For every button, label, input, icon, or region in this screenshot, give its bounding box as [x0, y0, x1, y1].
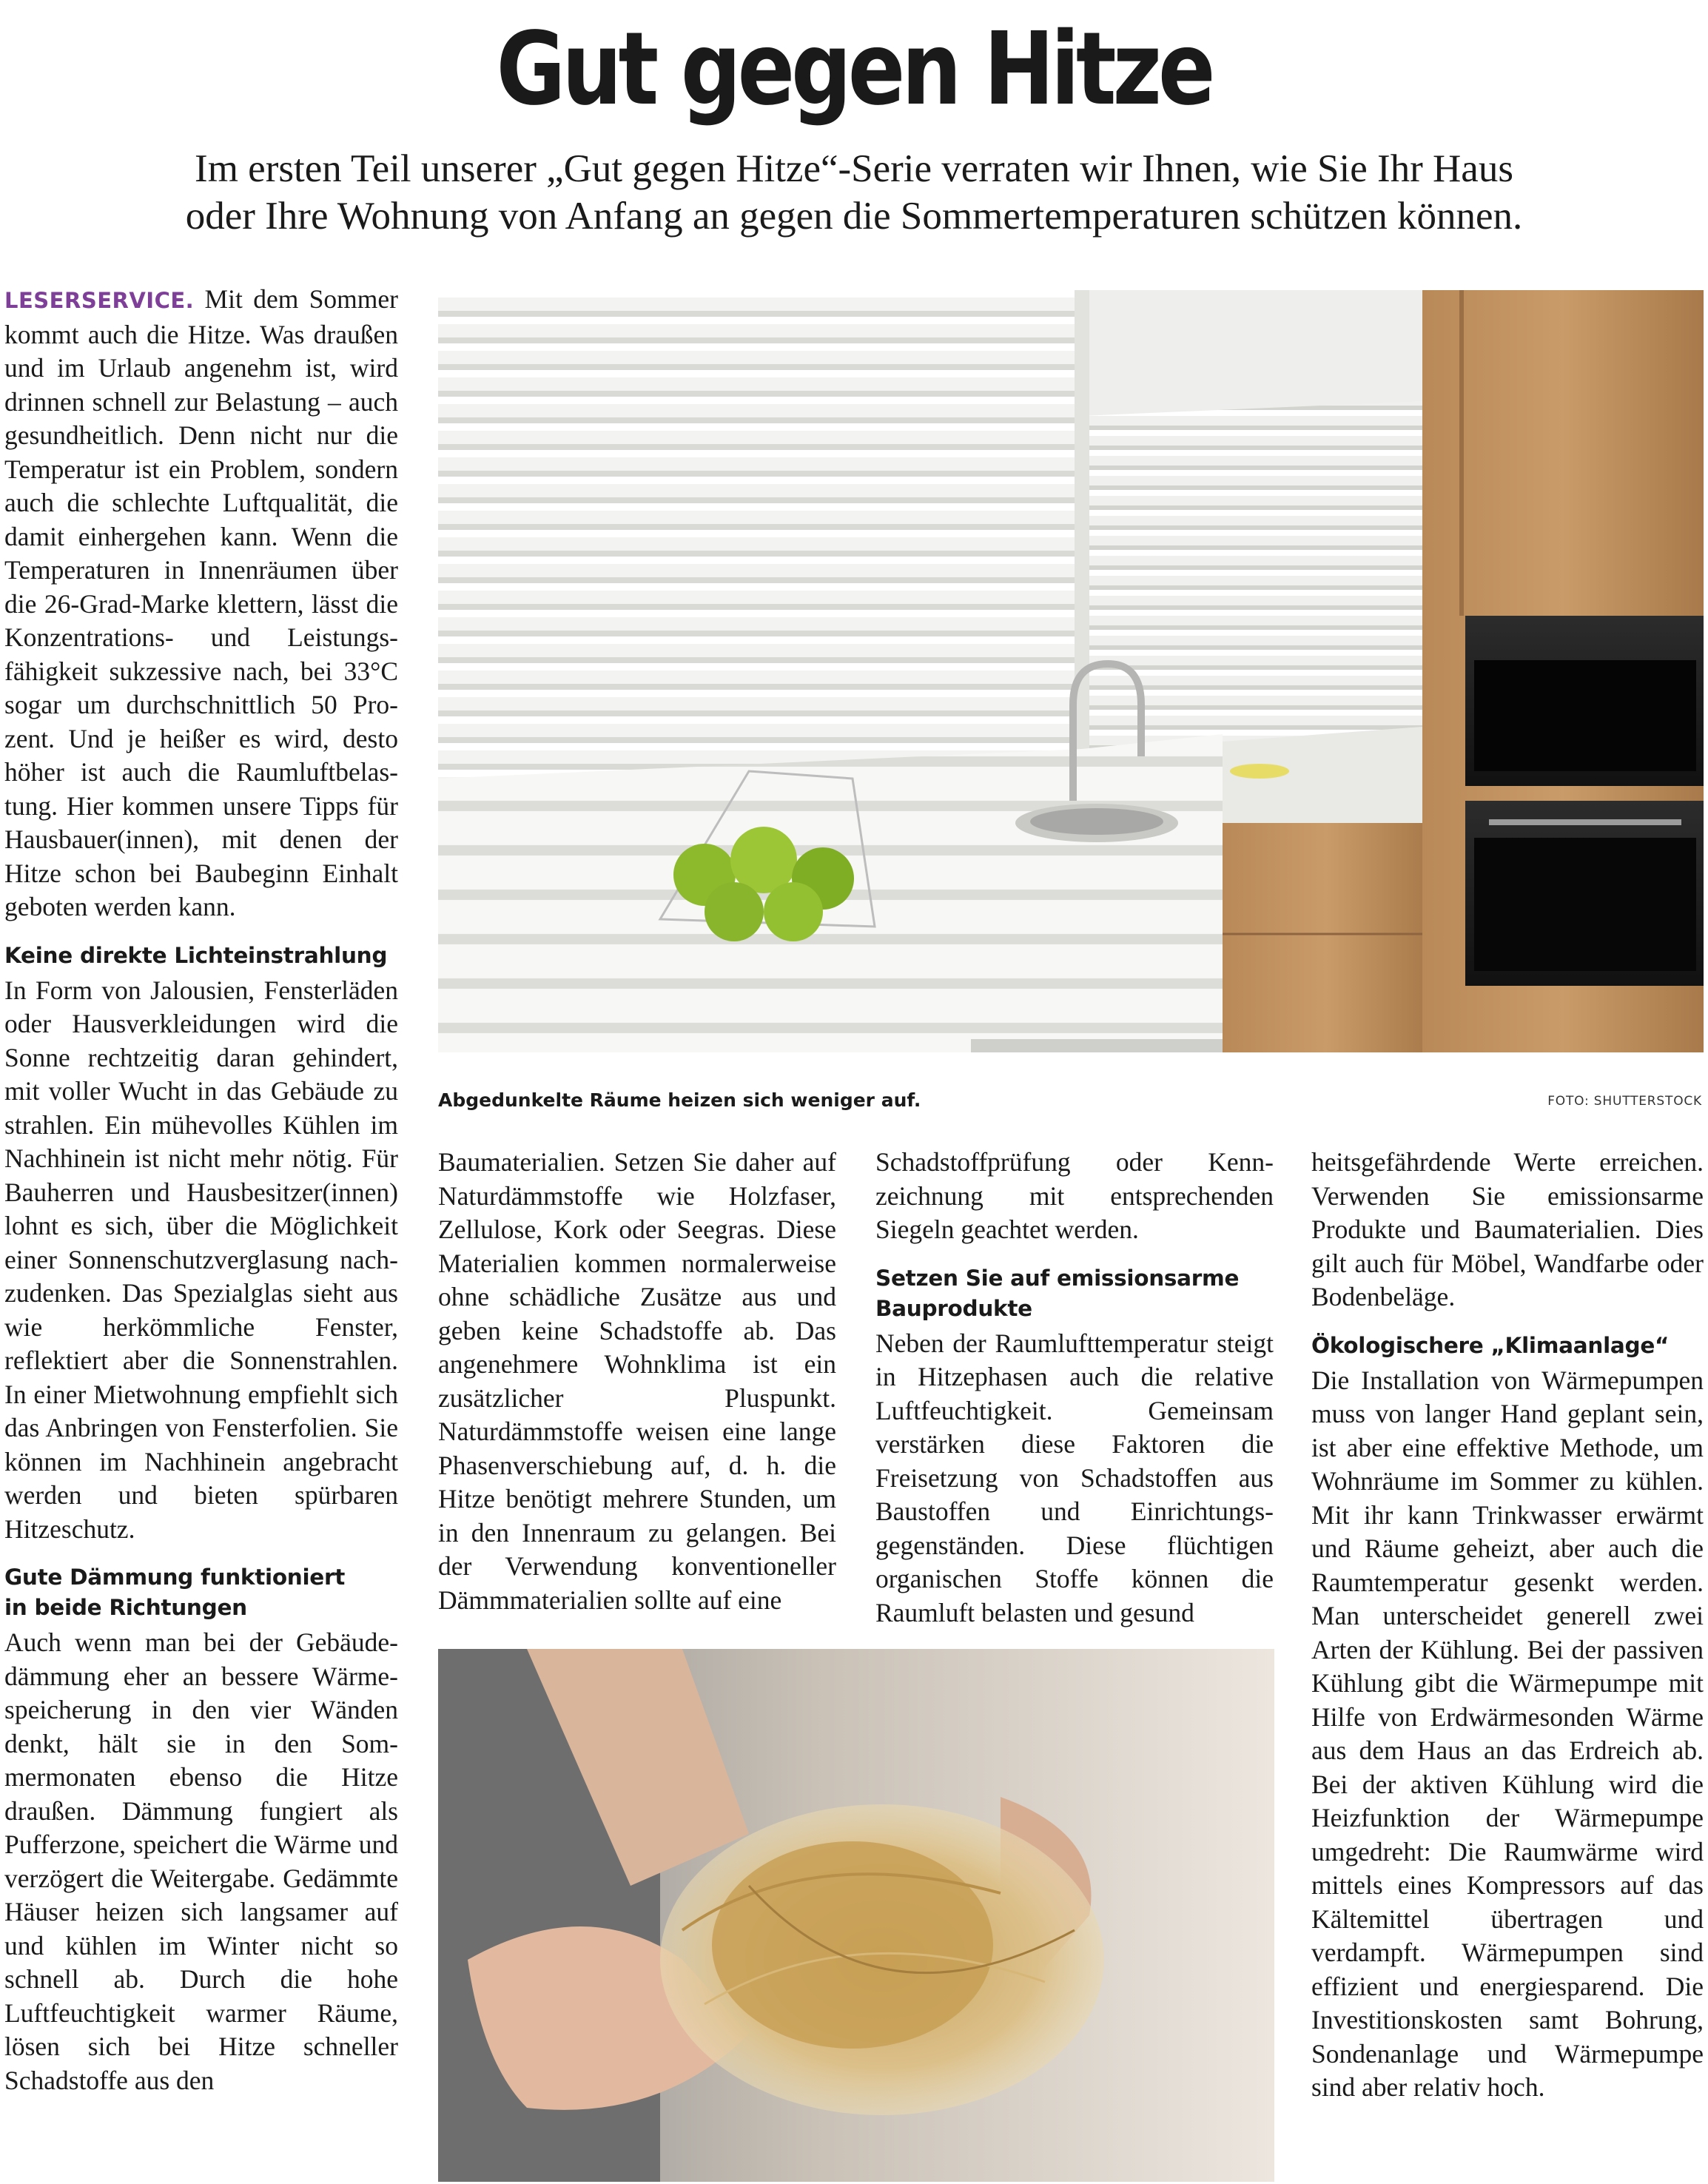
column-3 [875, 1146, 1274, 1630]
heading-insulation-line-2: in beide Richtungen [4, 1595, 247, 1620]
column-2 [438, 1146, 836, 1617]
column-4 [1311, 1146, 1704, 2105]
subline-line-2: oder Ihre Wohnung von Anfang an gegen die Sommertemperaturen schützen können. [185, 195, 1523, 238]
fiber-illustration [438, 1649, 1274, 2182]
paragraph-emission: Neben der Raumlufttemperatur steigt in Hitzephasen auch die relative Luftfeuchtigkeit. Gemeinsam verstärken diese Faktoren die Freisetzung von Schadstoffen aus Baustoffen und Einrichtungsgegenständen. Diese flüchtigen organischen Stoffe können die Raumluft belasten und gesund [875, 1328, 1274, 1627]
kitchen-illustration [438, 290, 1704, 1052]
column-1 [4, 283, 398, 2097]
heading-emission [875, 1263, 1274, 1324]
heading-heatpump: Ökologischere „Klimaanlage“ [1311, 1332, 1670, 1358]
kitchen-photo [438, 290, 1704, 1052]
photo-caption: Abgedunkelte Räume heizen sich weniger auf. [438, 1089, 921, 1111]
intro-paragraph [4, 283, 398, 924]
heading-insulation-line-1: Gute Dämmung funktioniert [4, 1565, 346, 1590]
paragraph-insulation: Auch wenn man bei der Gebäudedämmung eher an bessere Wärmespeicherung in den vier Wänden denkt, hält sie in den Sommermonaten ebenso die Hitze draußen. Dämmung fungiert als Pufferzone, speichert die Wärme und verzögert die Weitergabe. Gedämmte Häuser heizen sich langsamer auf und kühlen im Winter nicht so schnell ab. Durch die hohe Luftfeuchtigkeit warmer Räume, lösen sich bei Hitze schneller Schadstoffe aus den [4, 1627, 398, 2095]
paragraph-col3: Schadstoffprüfung oder Kennzeichnung mit entsprechenden Siegeln geachtet werden. [875, 1147, 1274, 1244]
paragraph-col4: heitsgefährdende Werte erreichen. Verwenden Sie emissionsarme Produkte und Baumaterialien. Dies gilt auch für Möbel, Wandfarbe oder Bodenbeläge. [1311, 1147, 1704, 1311]
intro-text: Mit dem Sommer kommt auch die Hitze. Was draußen und im Urlaub angenehm ist, wird drinnen schnell zur Belastung – auch gesundheitlich. Denn nicht nur die Temperatur ist ein Problem, sondern auch die schlechte Luftqualität, die damit einhergehen kann. Wenn die Temperaturen in Innenräumen über die 26-Grad-Marke klettern, lässt die Konzentrations- und Leistungsfähigkeit sukzessive nach, bei 33°C sogar um durchschnittlich 50 Prozent. Und je heißer es wird, desto höher ist auch die Raumluftbelastung. Hier kommen unsere Tipps für Hausbauer(innen), mit denen der Hitze schon bei Baubeginn Einhalt geboten werden kann. [4, 284, 398, 921]
heading-insulation [4, 1562, 398, 1623]
kicker-label: LESERSERVICE. [4, 288, 195, 313]
subline [6, 145, 1702, 240]
paragraph-heatpump: Die Installation von Wärmepumpen muss von langer Hand geplant sein, ist aber eine effektive Methode, um Wohnräume im Sommer zu kühlen. Mit ihr kann Trinkwasser erwärmt und Räume geheizt, aber auch die Raumtemperatur gesenkt werden. Man unterscheidet generell zwei Arten der Kühlung. Bei der passiven Kühlung gibt die Wärmepumpe mit Hilfe von Erdwärmesonden Wärme aus dem Haus an das Erdreich ab. Bei der aktiven Kühlung wird die Heizfunktion der Wärmepumpe umgedreht: Die Raumwärme wird mittels eines Kompressors auf das Kältemittel übertragen und verdampft. Wärmepumpen sind effizient und energiesparend. Die Investitionskosten samt Bohrung, Sondenanlage und Wärmepumpe sind aber relativ hoch. [1311, 1365, 1704, 2102]
heading-light: Keine direkte Lichteinstrahlung [4, 942, 388, 968]
photo-credit: FOTO: SHUTTERSTOCK [1547, 1094, 1702, 1109]
heading-emission-line-1: Setzen Sie auf emissionsarme [875, 1265, 1240, 1291]
insulation-fiber-photo [438, 1649, 1274, 2182]
headline: Gut gegen Hitze [496, 11, 1212, 128]
paragraph-light: In Form von Jalousien, Fensterläden oder Hausverkleidungen wird die Sonne rechtzeitig daran gehindert, mit voller Wucht in das Gebäude zu strahlen. Ein mühevolles Kühlen im Nachhinein ist nicht mehr nötig. Für Bauherren und Hausbesitzer(innen) lohnt es sich, über die Möglichkeit einer Sonnenschutzverglasung nachzudenken. Das Spezialglas sieht aus wie herkömmliche Fenster, reflektiert aber die Sonnenstrahlen. In einer Mietwohnung empfiehlt sich das Anbringen von Fensterfolien. Sie können im Nachhinein angebracht werden und bieten spürbaren Hitzeschutz. [4, 975, 398, 1544]
paragraph-col2: Baumaterialien. Setzen Sie daher auf Naturdämmstoffe wie Holzfaser, Zellulose, Kork oder Seegras. Diese Materialien kommen normalerweise ohne schädliche Zusätze aus und geben keine Schadstoffe ab. Das angenehmere Wohnklima ist ein zusätzlicher Pluspunkt. Naturdämmstoffe weisen eine lange Phasenverschiebung auf, d. h. die Hitze benötigt mehrere Stunden, um in den Innenraum zu gelangen. Bei der Verwendung konventioneller Dämmmaterialien sollte auf eine [438, 1147, 836, 1615]
heading-emission-line-2: Bauprodukte [875, 1295, 1032, 1321]
subline-line-1: Im ersten Teil unserer „Gut gegen Hitze“-Serie verraten wir Ihnen, wie Sie Ihr Haus [195, 147, 1513, 190]
